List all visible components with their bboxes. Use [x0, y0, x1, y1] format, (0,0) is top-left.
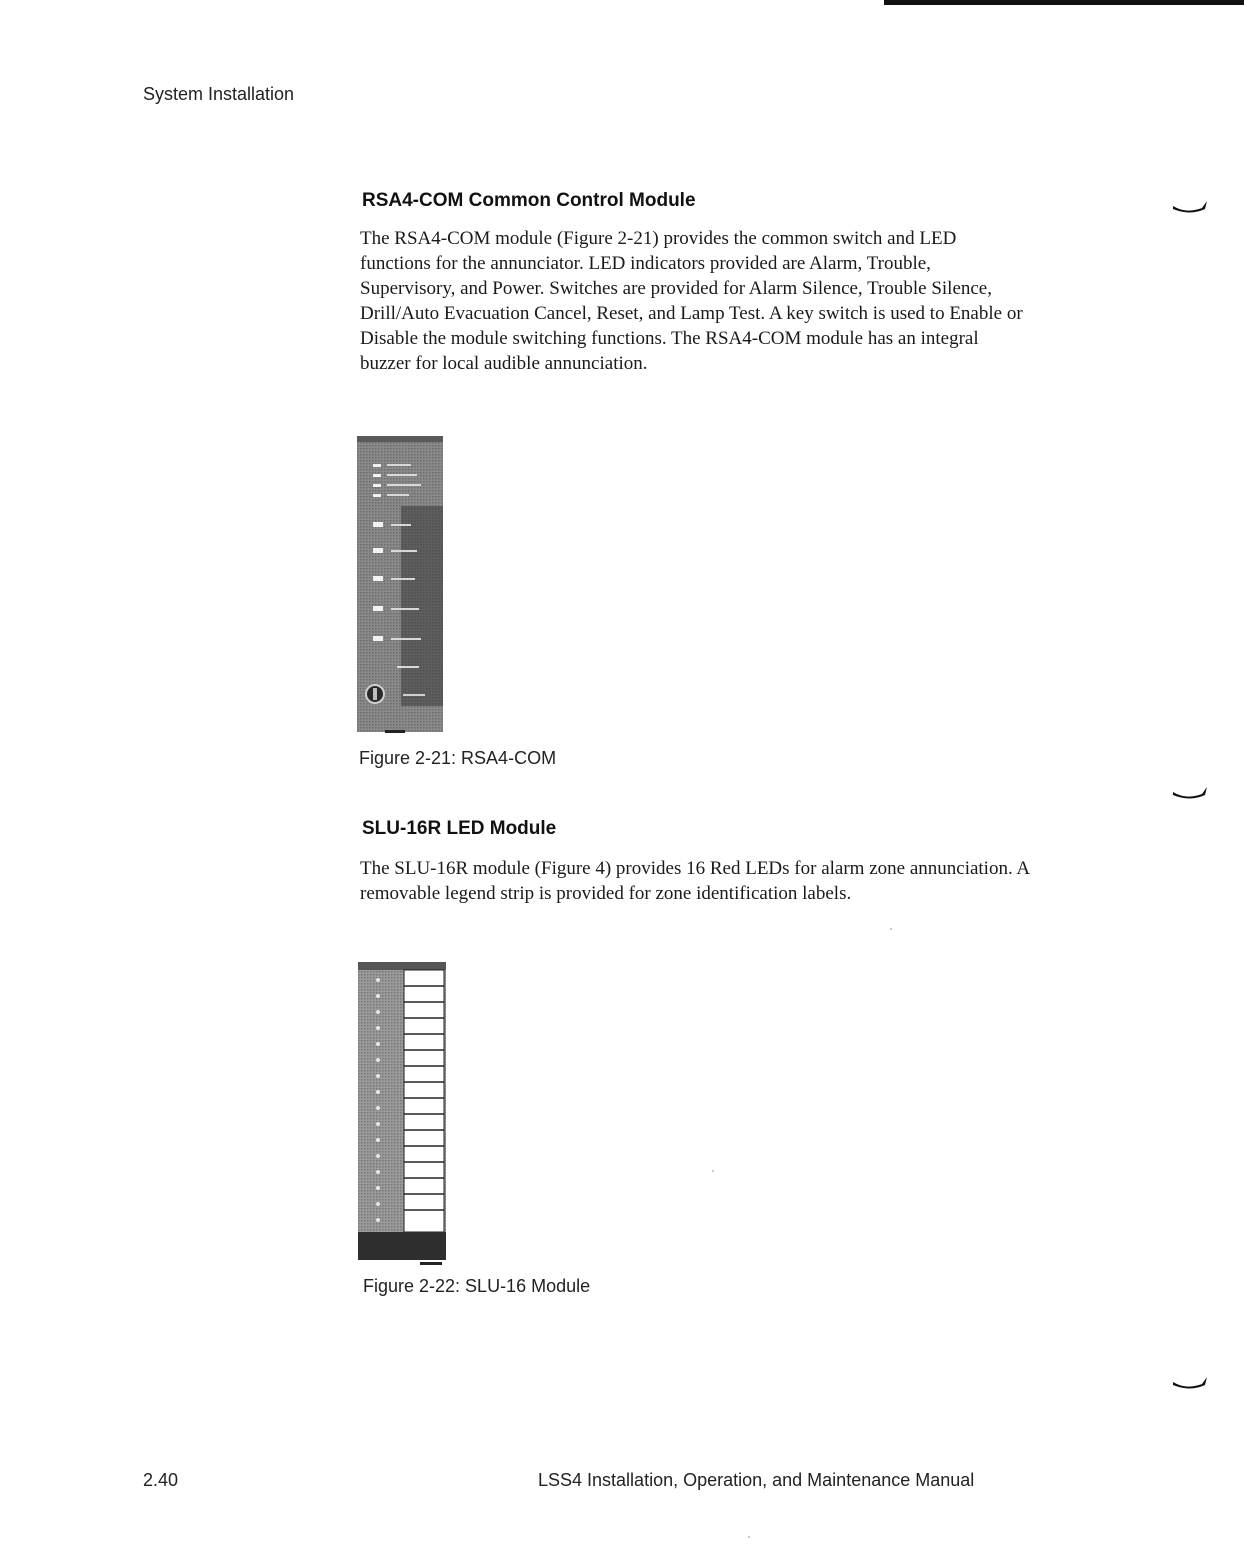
scan-speck: [890, 928, 892, 930]
figure-caption-slu-16: Figure 2-22: SLU-16 Module: [363, 1276, 591, 1296]
slu-16-module-image: [358, 962, 446, 1266]
figure-caption-rsa4-com: Figure 2-21: RSA4-COM: [359, 748, 557, 768]
section-paragraph-slu-16r: The SLU-16R module (Figure 4) provides 16 Red LEDs for alarm zone annunciation. A removable legend strip is provided for zone identification labels.: [360, 858, 1030, 904]
manual-title: LSS4 Installation, Operation, and Maintenance Manual: [538, 1470, 975, 1490]
running-head: System Installation: [143, 84, 295, 104]
rsa4-com-module-image: [357, 436, 443, 734]
section-heading-slu-16r: SLU-16R LED Module: [362, 818, 557, 839]
section-heading-rsa4-com: RSA4-COM Common Control Module: [362, 190, 696, 211]
section-paragraph-rsa4-com: The RSA4-COM module (Figure 2-21) provides the common switch and LED functions for the annunciator. LED indicators provided are Alarm, Trouble, Supervisory, and Power. Switches are provided for Alarm Silence, Trouble Silence, Drill/Auto Evacuation Cancel, Reset, and Lamp Test. A key switch is used to Enable or Disable the module switching functions. The RSA4-COM module has an integral buzzer for local audible annunciation.: [360, 228, 1023, 374]
margin-change-bar-icon: [1172, 200, 1208, 214]
scan-speck: [712, 1170, 714, 1172]
scan-speck: [748, 1536, 750, 1538]
margin-change-bar-icon: [1172, 1376, 1208, 1390]
page-number: 2.40: [143, 1470, 179, 1490]
margin-change-bar-icon: [1172, 786, 1208, 800]
top-rule: [884, 0, 1244, 5]
